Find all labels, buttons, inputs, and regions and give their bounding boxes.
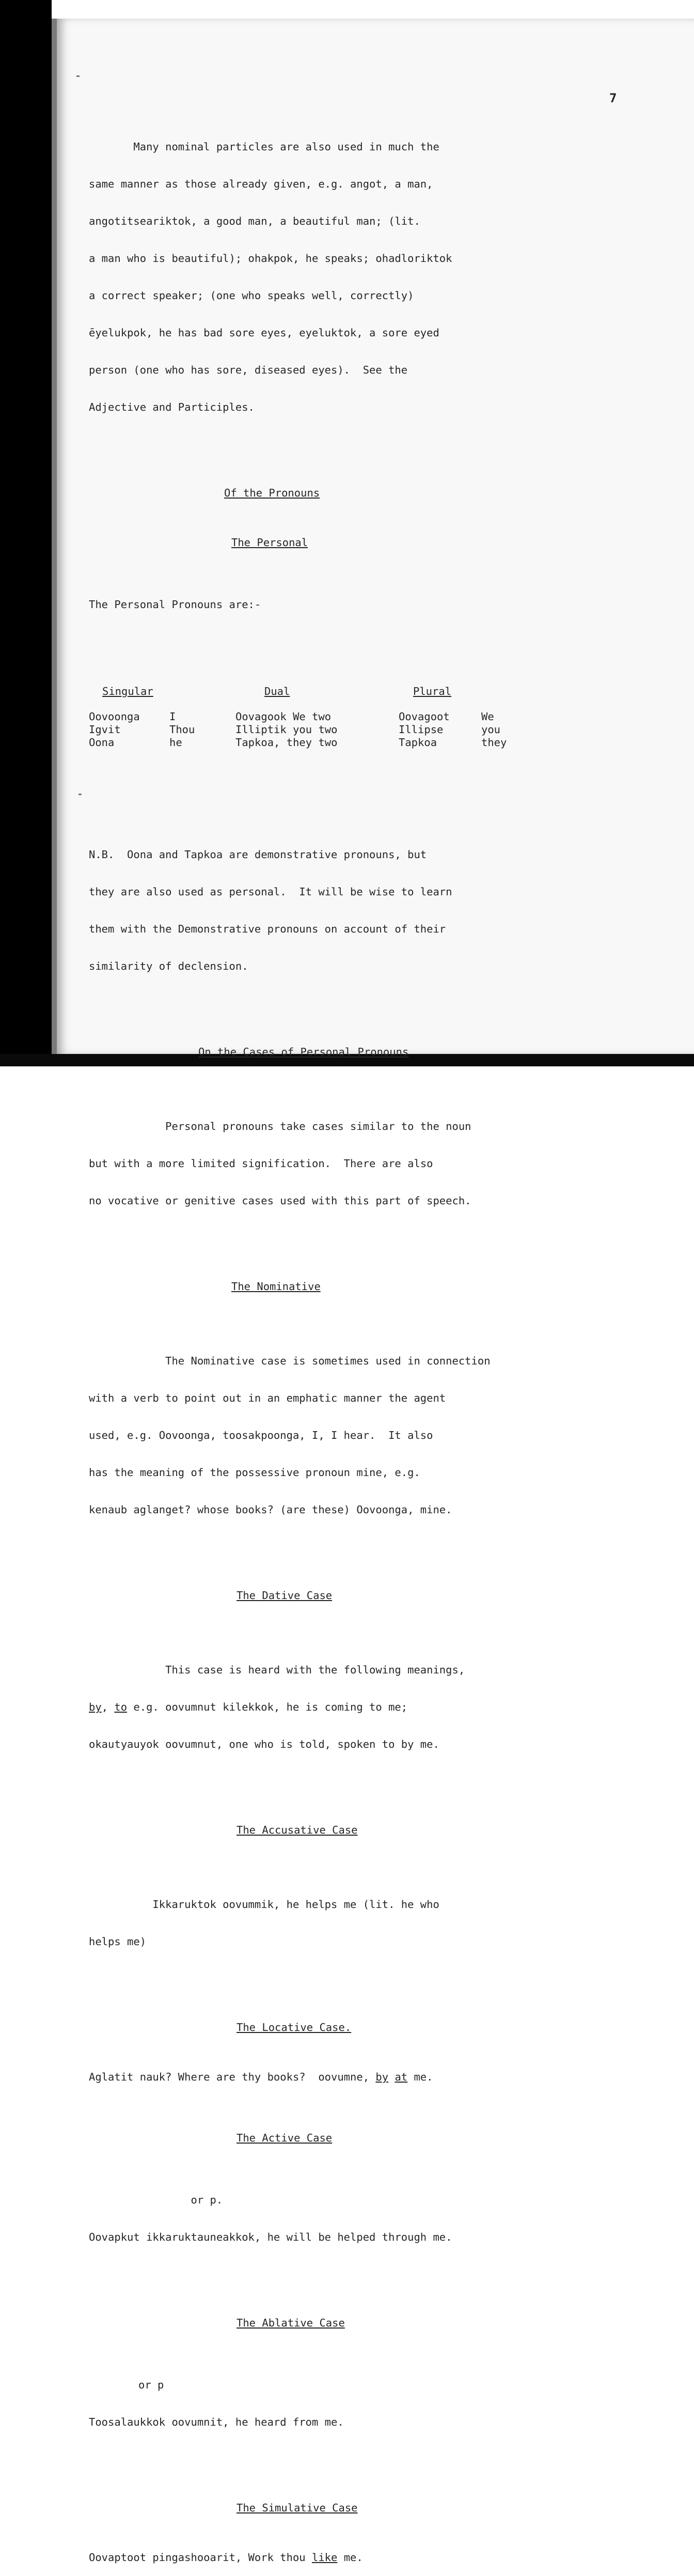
marginal-note: or p.	[191, 2194, 223, 2206]
text-line: ēyelukpok, he has bad sore eyes, eyeluktok, a sore eyed	[89, 327, 439, 339]
table-cell: Tapkoa	[399, 736, 437, 749]
text-line: Adjective and Participles.	[89, 401, 255, 413]
text-line: has the meaning of the possessive pronoun mine, e.g.	[89, 1466, 420, 1479]
ablative-paragraph	[89, 2354, 554, 2453]
scan-speck	[78, 794, 82, 795]
text-line: okautyauyok oovumnut, one who is told, spoken to by me.	[89, 1738, 439, 1750]
accusative-paragraph	[89, 1873, 554, 1973]
intro-paragraph	[89, 116, 554, 438]
text-line: but with a more limited signification. There are also	[89, 1157, 433, 1170]
table-cell: We	[481, 710, 494, 723]
underlined-word: at	[395, 2071, 408, 2083]
text-line: kenaub aglanget? whose books? (are these) Oovoonga, mine.	[89, 1503, 452, 1516]
table-cell: Illiptik you two	[235, 723, 338, 736]
table-cell: Oovagoot	[399, 710, 450, 723]
table-cell: Oovoonga I	[89, 710, 176, 723]
text-line: them with the Demonstrative pronouns on account of their	[89, 923, 446, 935]
heading-dative: The Dative Case	[236, 1589, 333, 1602]
text-line: with a verb to point out in an emphatic manner the agent	[89, 1392, 446, 1404]
table-header-dual: Dual	[264, 685, 290, 697]
pronouns-intro: The Personal Pronouns are:-	[89, 598, 261, 611]
text-line: a man who is beautiful); ohakpok, he speaks; ohadloriktok	[89, 252, 452, 265]
table-cell: you	[481, 723, 501, 736]
table-cell: Illipse	[399, 723, 444, 736]
table-header-singular: Singular	[102, 685, 153, 697]
underlined-word: to	[114, 1701, 128, 1713]
heading-cases: On the Cases of Personal Pronouns	[198, 1046, 409, 1058]
text-line: N.B. Oona and Tapkoa are demonstrative pronouns, but	[89, 848, 427, 861]
nb-paragraph	[89, 824, 554, 997]
table-cell: Oovagook We two	[235, 710, 332, 723]
text-line: similarity of declension.	[89, 960, 248, 972]
text-line: Personal pronouns take cases similar to the noun	[89, 1120, 471, 1132]
text-line: Many nominal particles are also used in much the	[89, 141, 439, 153]
heading-personal: The Personal	[231, 536, 308, 549]
table-cell: Igvit Thou	[89, 723, 195, 736]
underlined-word: by	[375, 2071, 389, 2083]
text-line: no vocative or genitive cases used with this part of speech.	[89, 1194, 471, 1207]
text-line: Toosalaukkok oovumnit, he heard from me.	[89, 2416, 344, 2428]
text-line: Aglatit nauk? Where are thy books? oovumne, by at me.	[89, 2071, 433, 2083]
page-content	[89, 91, 554, 2576]
scan-margin-left	[0, 0, 52, 1066]
scan-speck	[76, 75, 80, 77]
text-line: they are also used as personal. It will be wise to learn	[89, 886, 452, 898]
text-line: used, e.g. Oovoonga, toosakpoonga, I, I hear. It also	[89, 1429, 433, 1441]
text-line: Oovaptoot pingashooarit, Work thou like me.	[89, 2551, 363, 2564]
nominative-paragraph	[89, 1330, 554, 1541]
text-line: This case is heard with the following meanings,	[89, 1664, 465, 1676]
text-line: person (one who has sore, diseased eyes). See the	[89, 364, 408, 376]
table-cell: Tapkoa, they two	[235, 736, 338, 749]
pronoun-table	[89, 685, 554, 749]
text-line: The Nominative case is sometimes used in connection	[89, 1355, 491, 1367]
text-line: Ikkaruktok oovummik, he helps me (lit. he who	[89, 1898, 439, 1911]
table-cell: Oona he	[89, 736, 182, 749]
page-number: 7	[609, 91, 617, 105]
dative-paragraph	[89, 1639, 554, 1775]
heading-accusative: The Accusative Case	[236, 1824, 358, 1836]
text-line: by, to e.g. oovumnut kilekkok, he is coming to me;	[89, 1701, 408, 1713]
underlined-word: by	[89, 1701, 102, 1713]
text-line: a correct speaker; (one who speaks well, correctly)	[89, 289, 414, 302]
underlined-word: like	[311, 2551, 338, 2564]
heading-locative: The Locative Case.	[236, 2021, 352, 2034]
heading-pronouns: Of the Pronouns	[224, 487, 320, 499]
table-cell: they	[481, 736, 507, 749]
text-line: Oovapkut ikkaruktauneakkok, he will be helped through me.	[89, 2231, 452, 2243]
heading-active: The Active Case	[236, 2132, 333, 2144]
heading-ablative: The Ablative Case	[236, 2317, 345, 2329]
text-line: same manner as those already given, e.g. angot, a man,	[89, 178, 433, 190]
table-header-plural: Plural	[413, 685, 452, 697]
cases-paragraph	[89, 1095, 554, 1232]
heading-nominative: The Nominative	[231, 1280, 321, 1293]
active-paragraph	[89, 2169, 554, 2268]
heading-simulative: The Simulative Case	[236, 2502, 358, 2514]
text-line: angotitseariktok, a good man, a beautiful man; (lit.	[89, 215, 420, 227]
text-line: helps me)	[89, 1935, 147, 1948]
marginal-note: or p	[138, 2379, 164, 2391]
